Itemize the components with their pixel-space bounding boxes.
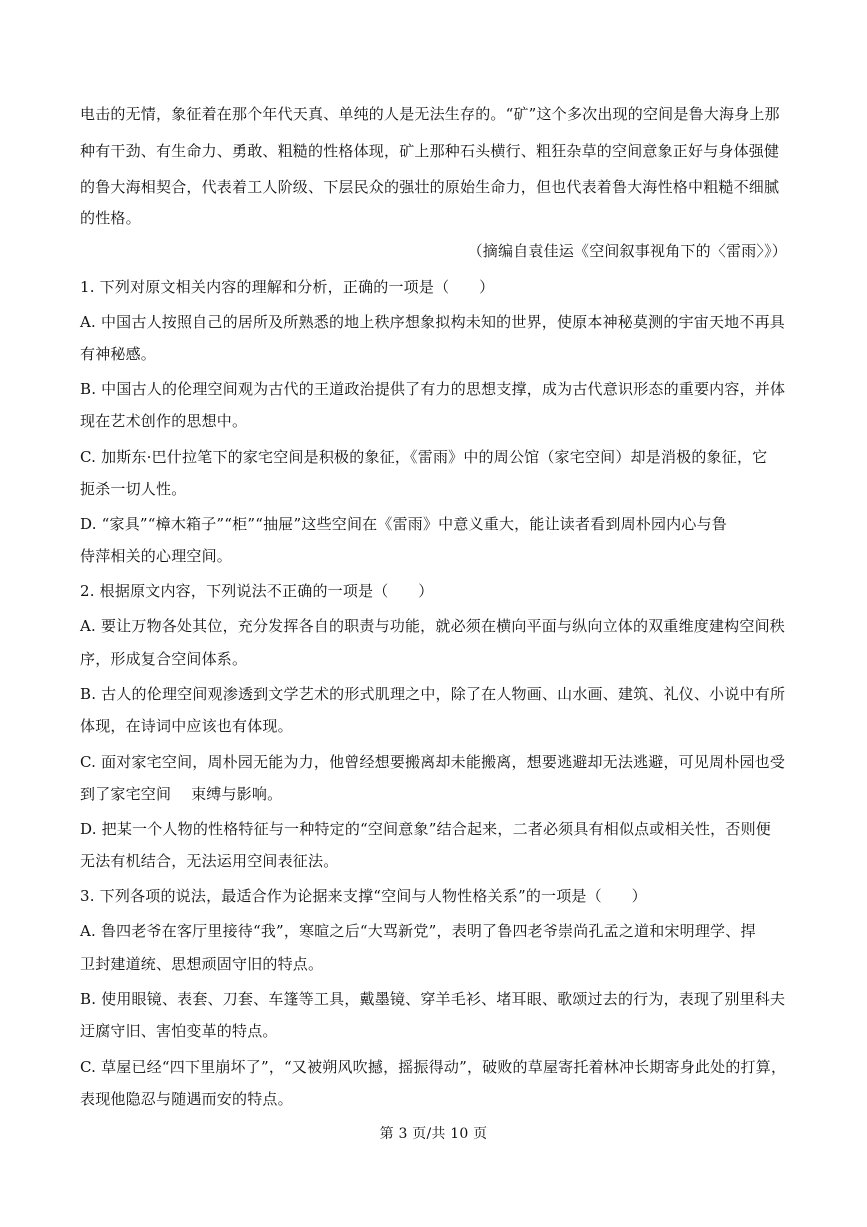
page-number: 第 3 页/共 10 页	[379, 1126, 488, 1142]
paragraph-line: 电击的无情，象征着在那个年代天真、单纯的人是无法生存的。“矿”这个多次出现的空间是鲁大海身上那	[80, 105, 780, 123]
q1-option-c-cont: 扼杀一切人性。	[80, 480, 187, 498]
q3-option-a: A. 鲁四老爷在客厅里接待“我”，寒暄之后“大骂新党”，表明了鲁四老爷崇尚孔孟之道和宋明理学、捍	[80, 922, 756, 940]
q3-option-c: C. 草屋已经“四下里崩坏了”，“又被朔风吹撼，摇振得动”，破败的草屋寄托着林冲长期寄身此处的打算，	[80, 1058, 787, 1076]
q2-option-d-cont: 无法有机结合，无法运用空间表征法。	[80, 852, 339, 870]
q2-option-b: B. 古人的伦理空间观渗透到文学艺术的形式肌理之中，除了在人物画、山水画、建筑、礼仪、小说中有所	[80, 685, 786, 703]
q3-option-a-cont: 卫封建道统、思想顽固守旧的特点。	[80, 955, 324, 973]
question-2-stem: 2. 根据原文内容，下列说法不正确的一项是（ ）	[80, 582, 434, 600]
paragraph-line: 的性格。	[80, 209, 141, 227]
paragraph-line: 种有干劲、有生命力、勇敢、粗糙的性格体现，矿上那种石头横行、粗狂杂草的空间意象正好与身体强健	[80, 142, 780, 160]
q1-option-d-cont: 侍萍相关的心理空间。	[80, 547, 233, 565]
q2-option-c: C. 面对家宅空间，周朴园无能为力，他曾经想要搬离却未能搬离，想要逃避却无法逃避，可见周朴园也受	[80, 753, 786, 771]
q2-option-d: D. 把某一个人物的性格特征与一种特定的“空间意象”结合起来，二者必须具有相似点或相关性，否则便	[80, 820, 771, 838]
q3-option-b: B. 使用眼镜、表套、刀套、车篷等工具，戴墨镜、穿羊毛衫、堵耳眼、歌颂过去的行为，表现了别里科夫	[80, 990, 786, 1008]
source-citation: （摘编自袁佳运《空间叙事视角下的〈雷雨〉》）	[467, 242, 787, 260]
question-3-stem: 3. 下列各项的说法，最适合作为论据来支撑“空间与人物性格关系”的一项是（ ）	[80, 887, 647, 905]
q2-option-a-cont: 序，形成复合空间体系。	[80, 650, 248, 668]
q1-option-a: A. 中国古人按照自己的居所及所熟悉的地上秩序想象拟构未知的世界，使原本神秘莫测的宇宙天地不再具	[80, 313, 785, 331]
q3-option-c-cont: 表现他隐忍与随遇而安的特点。	[80, 1090, 293, 1108]
question-1-stem: 1. 下列对原文相关内容的理解和分析，正确的一项是（ ）	[80, 278, 495, 296]
q1-option-a-cont: 有神秘感。	[80, 345, 157, 363]
q2-option-b-cont: 体现，在诗词中应该也有体现。	[80, 717, 293, 735]
q1-option-d: D. “家具”“樟木箱子”“柜”“抽屉”这些空间在《雷雨》中意义重大，能让读者看到周朴园内心与鲁	[80, 515, 727, 533]
paragraph-line: 的鲁大海相契合，代表着工人阶级、下层民众的强壮的原始生命力，但也代表着鲁大海性格中粗糙不细腻	[80, 178, 780, 196]
q2-option-a: A. 要让万物各处其位，充分发挥各自的职责与功能，就必须在横向平面与纵向立体的双重维度建构空间秩	[80, 617, 785, 635]
q3-option-b-cont: 迂腐守旧、害怕变革的特点。	[80, 1022, 278, 1040]
q1-option-b-cont: 现在艺术创作的思想中。	[80, 412, 248, 430]
q1-option-b: B. 中国古人的伦理空间观为古代的王道政治提供了有力的思想支撑，成为古代意识形态的重要内容，并体	[80, 380, 786, 398]
q1-option-c: C. 加斯东·巴什拉笔下的家宅空间是积极的象征，《雷雨》中的周公馆（家宅空间）却是消极的象征，它	[80, 448, 768, 466]
q2-option-c-cont: 到了家宅空间 束缚与影响。	[80, 785, 283, 803]
